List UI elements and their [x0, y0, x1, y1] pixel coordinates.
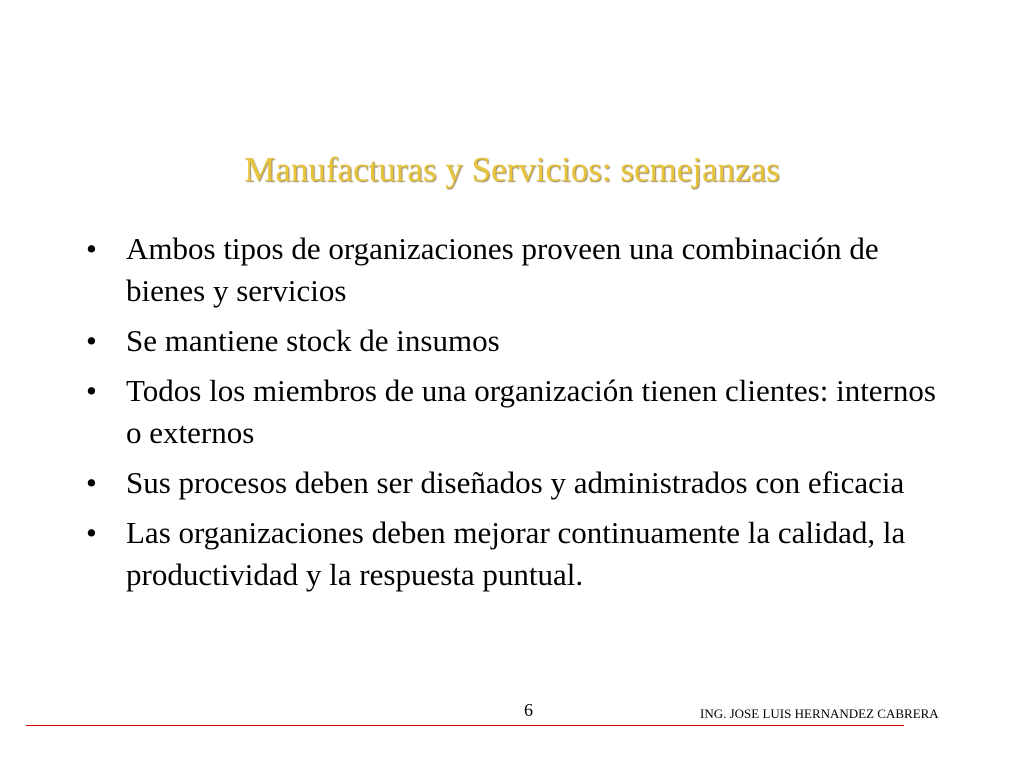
footer-divider: [26, 725, 904, 726]
bullet-icon: •: [86, 231, 97, 266]
bullet-item: [86, 370, 956, 454]
slide-title: Manufacturas y Servicios: semejanzas: [244, 150, 780, 189]
bullet-item: [86, 462, 956, 504]
author-footer: ING. JOSE LUIS HERNANDEZ CABRERA: [700, 706, 939, 721]
bullet-icon: •: [86, 323, 97, 358]
bullet-list: [86, 228, 956, 604]
bullet-text: Se mantiene stock de insumos: [126, 323, 500, 358]
bullet-item: [86, 228, 956, 312]
bullet-text: Ambos tipos de organizaciones proveen una combinación de bienes y servicios: [126, 231, 879, 308]
bullet-text: Sus procesos deben ser diseñados y administrados con eficacia: [126, 465, 905, 500]
bullet-item: [86, 512, 956, 596]
bullet-text: Todos los miembros de una organización tienen clientes: internos o externos: [126, 373, 936, 450]
bullet-icon: •: [86, 515, 97, 550]
bullet-item: [86, 320, 956, 362]
bullet-text: Las organizaciones deben mejorar continuamente la calidad, la productividad y la respuesta puntual.: [126, 515, 906, 592]
bullet-icon: •: [86, 465, 97, 500]
page-number: 6: [524, 700, 533, 720]
bullet-icon: •: [86, 373, 97, 408]
